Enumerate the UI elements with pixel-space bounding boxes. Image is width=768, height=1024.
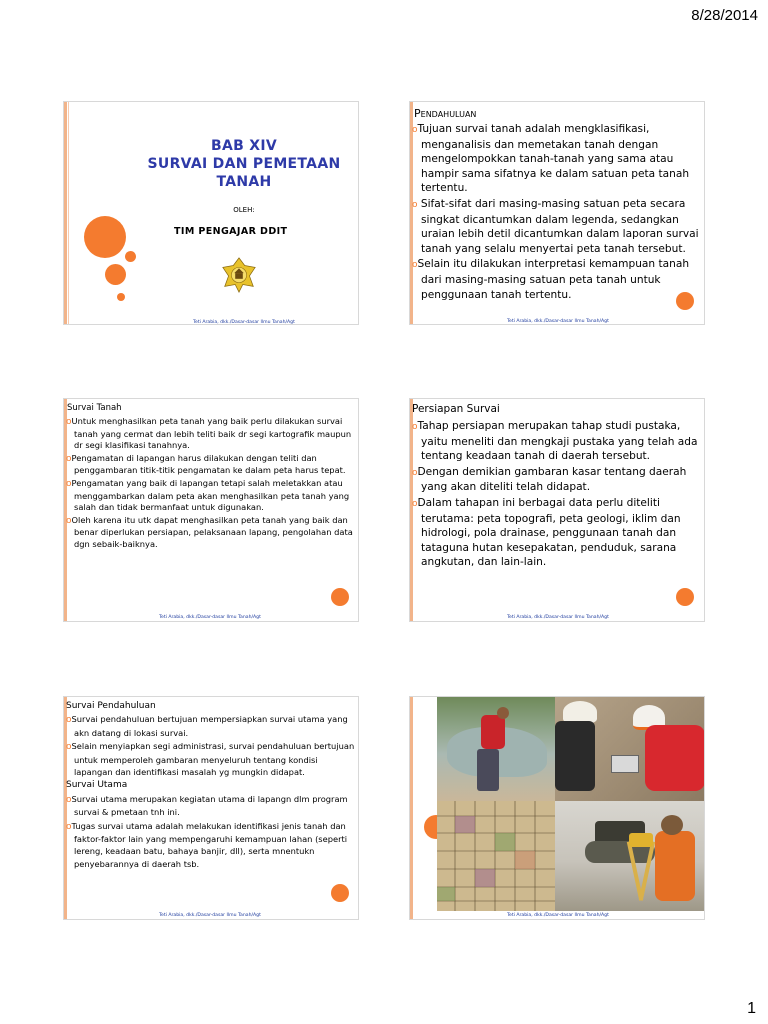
slide-footer: Teti Arabia, dkk./Dasar-dasar Ilmu Tanah/Agt xyxy=(159,615,261,620)
bullet-marker: o xyxy=(412,260,418,271)
bullet-item xyxy=(412,496,704,570)
bullet-text: Tujuan survai tanah adalah mengklasifikasi, menganalisis dan memetakan tanah dengan mengelompokkan tanah-tanah yang sama atau hampir sama sifatnya ke dalam satuan peta tanah tertentu. xyxy=(417,123,690,195)
slide-pendahuluan xyxy=(409,101,705,325)
bullet-text: Survai utama merupakan kegiatan utama di lapangn dlm program survai & pmetaan tnh ini. xyxy=(71,793,348,818)
photo-surveyor-head xyxy=(661,815,683,835)
field-survey-photo xyxy=(437,697,555,801)
map-drawing xyxy=(437,801,555,911)
oleh-label: OLEH: xyxy=(233,206,255,214)
slide-heading xyxy=(414,107,476,120)
university-emblem-icon xyxy=(220,256,258,294)
decor-circle-small xyxy=(125,251,136,262)
photo-person-body xyxy=(481,715,505,749)
bullet-marker: o xyxy=(66,515,72,526)
bullet-item xyxy=(66,820,356,871)
bullet-marker: o xyxy=(66,478,72,489)
section-heading-utama: Survai Utama xyxy=(66,780,128,791)
bullet-text: Sifat-sifat dari masing-masing satuan peta secara singkat dicantumkan dalam legenda, sedangkan uraian lebih detil dicantumkan dalam laporan survai tanah yang selalu menyertai peta tanah tersebut. xyxy=(417,197,699,255)
bullet-text: Dengan demikian gambaran kasar tentang daerah yang akan diteliti telah didapat. xyxy=(417,465,687,494)
bullet-item xyxy=(66,740,356,778)
bullet-marker: o xyxy=(66,715,72,726)
bullet-marker: o xyxy=(412,125,418,135)
bullet-marker: o xyxy=(66,794,72,805)
bullet-item xyxy=(66,453,355,477)
slide-left-border xyxy=(410,697,413,919)
title-line-1: BAB XIV xyxy=(211,138,277,154)
page-number: 1 xyxy=(747,1000,756,1017)
page-date: 8/28/2014 xyxy=(691,7,758,24)
bullet-marker: o xyxy=(412,467,418,478)
bullet-text: Untuk menghasilkan peta tanah yang baik perlu dilakukan survai tanah yang cermat dan lebih teliti baik dr segi kartografik maupun dr segi klasifikasi tanahnya. xyxy=(71,416,352,451)
slide-title xyxy=(63,101,359,325)
photo-hat-1 xyxy=(563,701,597,723)
title-line-3: TANAH xyxy=(216,174,272,190)
decor-circle xyxy=(676,588,694,606)
bullet-marker: o xyxy=(66,417,72,427)
slide-footer: Teti Arabia, dkk./Dasar-dasar Ilmu Tanah/Agt xyxy=(507,913,609,918)
section-heading-pendahuluan: Survai Pendahuluan xyxy=(66,701,156,711)
bullet-marker: o xyxy=(412,498,418,509)
photo-surveyor xyxy=(655,831,695,901)
soil-sampling-photo xyxy=(555,697,705,801)
bullet-text: Dalam tahapan ini berbagai data perlu diteliti terutama: peta topografi, peta geologi, iklim dan hidrologi, pola drainase, penggunaan tanah dan tataguna hutan kesepakatan, penduduk, sarana angkutan, dan lain-lain. xyxy=(417,496,681,569)
bullet-text: Pengamatan di lapangan harus dilakukan dengan teliti dan penggambaran titik-titik pengamatan ke dalam peta harus tepat. xyxy=(71,452,346,476)
heading-rest: ENDAHULUAN xyxy=(420,110,477,119)
theodolite-photo xyxy=(555,801,705,911)
title-line-2: SURVAI DAN PEMETAAN xyxy=(147,156,341,172)
decor-circle-tiny xyxy=(117,293,125,301)
photo-person-legs xyxy=(477,749,499,791)
bullet-item xyxy=(412,419,704,464)
bullet-text: Selain menyiapkan segi administrasi, survai pendahuluan bertujuan untuk memperoleh gambaran menyeluruh tentang kondisi lapangan dan identifikasi masalah yg mungkin didapat. xyxy=(71,741,355,778)
slide-left-border-inner xyxy=(68,102,69,324)
map-photo xyxy=(437,801,555,911)
slide-footer: Teti Arabia, dkk./Dasar-dasar Ilmu Tanah/Agt xyxy=(507,319,609,324)
bullet-text: Survai pendahuluan bertujuan mempersiapkan survai utama yang akn datang di lokasi survai. xyxy=(71,714,348,738)
bullet-marker: o xyxy=(412,199,418,210)
slide-footer: Teti Arabia, dkk./Dasar-dasar Ilmu Tanah/Agt xyxy=(193,320,295,325)
photo-instrument xyxy=(629,833,653,847)
slide-left-border xyxy=(64,102,67,324)
bullet-item xyxy=(412,465,704,495)
slide-survai-pendahuluan xyxy=(63,696,359,920)
decor-circle xyxy=(331,884,349,902)
slide-photos xyxy=(409,696,705,920)
bullet-text: Tahap persiapan merupakan tahap studi pustaka, yaitu meneliti dan mengkaji pustaka yang telah ada tentang keadaan tanah di daerah tersebut. xyxy=(417,420,698,463)
bullet-text: Tugas survai utama adalah melakukan identifikasi jenis tanah dan faktor-faktor lain yang mempengaruhi kemampuan lahan (seperti lereng, keadaan batu, bahaya banjir, dll), serta mnentukn penyebarannya di daerah tsb. xyxy=(71,820,348,869)
bullet-text: Oleh karena itu utk dapat menghasilkan peta tanah yang baik dan benar diperlukan persiapan, pelaksanaan lapang, pengolahan data dgn sebaik-baiknya. xyxy=(71,514,353,549)
decor-circle-large xyxy=(84,216,126,258)
slide-footer: Teti Arabia, dkk./Dasar-dasar Ilmu Tanah/Agt xyxy=(507,615,609,620)
bullet-item xyxy=(412,257,702,302)
bullet-marker: o xyxy=(412,422,418,432)
photo-person-3 xyxy=(645,725,705,791)
photo-device xyxy=(611,755,639,773)
bullet-marker: o xyxy=(66,742,72,753)
bullet-item xyxy=(66,713,356,739)
decor-circle xyxy=(676,292,694,310)
heading-initial: P xyxy=(414,107,421,120)
bullet-item xyxy=(412,122,702,196)
photo-person-head xyxy=(497,707,509,719)
decor-circle-medium xyxy=(105,264,126,285)
slide-heading: Persiapan Survai xyxy=(412,403,500,415)
bullet-text: Selain itu dilakukan interpretasi kemampuan tanah dari masing-masing satuan peta tanah untuk penggunaan tanah tertentu. xyxy=(417,258,690,301)
slide-survai-tanah xyxy=(63,398,359,622)
slide-body xyxy=(66,416,355,552)
slide-title-text xyxy=(134,137,354,191)
photo-person-2 xyxy=(555,721,595,791)
decor-circle xyxy=(331,588,349,606)
slide-body xyxy=(66,700,356,871)
bullet-marker: o xyxy=(66,821,72,832)
slide-footer: Teti Arabia, dkk./Dasar-dasar Ilmu Tanah/Agt xyxy=(159,913,261,918)
bullet-item xyxy=(66,515,355,551)
author-label: TIM PENGAJAR DDIT xyxy=(174,226,288,237)
bullet-text: Pengamatan yang baik di lapangan tetapi salah meletakkan atau menggambarkan dalam peta akan menghasilkan peta tanah yang salah dan tidak bermanfaat untuk digunakan. xyxy=(71,477,350,513)
slide-persiapan-survai xyxy=(409,398,705,622)
slide-heading: Survai Tanah xyxy=(67,403,122,413)
bullet-item xyxy=(66,416,355,452)
slide-body xyxy=(412,419,704,571)
bullet-item xyxy=(66,793,356,819)
bullet-item xyxy=(66,478,355,514)
slide-body xyxy=(412,122,702,303)
bullet-item xyxy=(412,197,702,256)
bullet-marker: o xyxy=(66,453,72,464)
